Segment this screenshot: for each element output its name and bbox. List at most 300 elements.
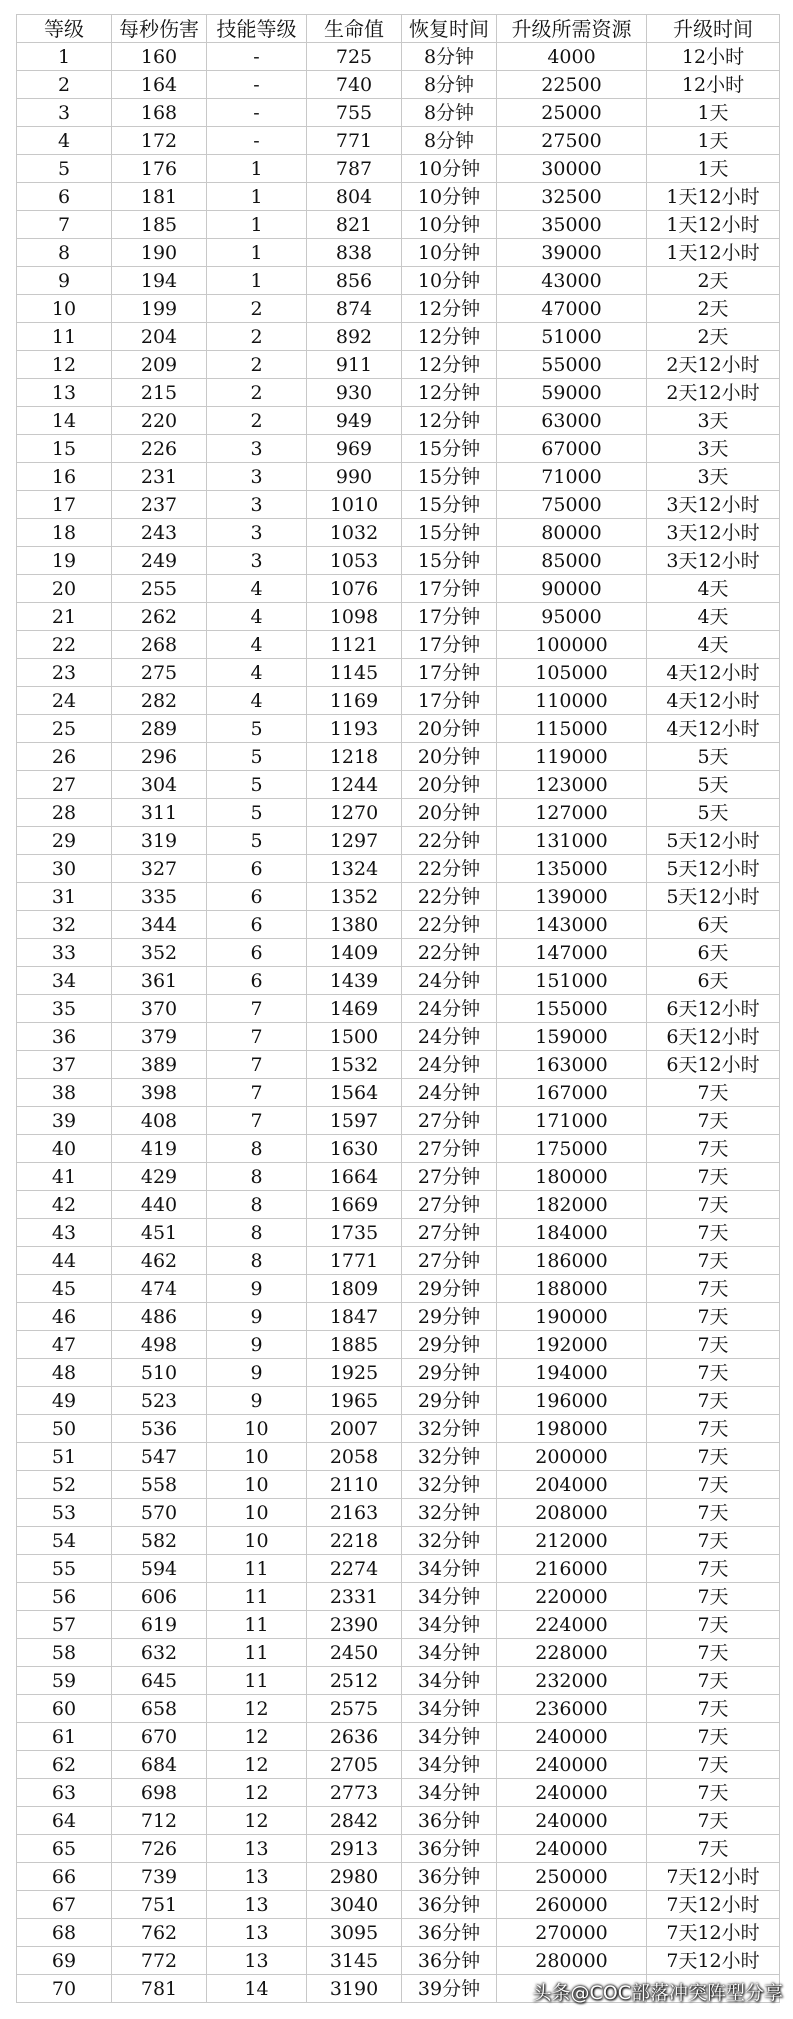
cell-upgrade-cost: 147000 [497, 939, 647, 967]
cell-recovery-time: 27分钟 [402, 1191, 497, 1219]
cell-upgrade-time: 5天 [647, 743, 780, 771]
cell-level: 47 [17, 1331, 112, 1359]
cell-upgrade-cost: 135000 [497, 855, 647, 883]
cell-dps: 712 [112, 1807, 207, 1835]
cell-level: 5 [17, 155, 112, 183]
cell-skill-level: 12 [207, 1695, 307, 1723]
cell-dps: 168 [112, 99, 207, 127]
cell-upgrade-time: 7天 [647, 1723, 780, 1751]
cell-hitpoints: 3040 [307, 1891, 402, 1919]
cell-upgrade-cost: 39000 [497, 239, 647, 267]
cell-hitpoints: 1809 [307, 1275, 402, 1303]
table-row [17, 1415, 780, 1443]
cell-recovery-time: 22分钟 [402, 939, 497, 967]
cell-upgrade-cost: 22500 [497, 71, 647, 99]
cell-skill-level: 10 [207, 1499, 307, 1527]
cell-skill-level: 1 [207, 155, 307, 183]
cell-skill-level: 11 [207, 1639, 307, 1667]
cell-dps: 726 [112, 1835, 207, 1863]
cell-upgrade-time: 7天 [647, 1695, 780, 1723]
cell-dps: 594 [112, 1555, 207, 1583]
cell-upgrade-time: 2天 [647, 323, 780, 351]
table-row [17, 463, 780, 491]
cell-upgrade-time: 12小时 [647, 71, 780, 99]
table-row [17, 855, 780, 883]
cell-level: 70 [17, 1975, 112, 2003]
cell-recovery-time: 12分钟 [402, 323, 497, 351]
cell-upgrade-cost: 232000 [497, 1667, 647, 1695]
cell-recovery-time: 22分钟 [402, 911, 497, 939]
cell-dps: 231 [112, 463, 207, 491]
cell-recovery-time: 36分钟 [402, 1919, 497, 1947]
cell-level: 7 [17, 211, 112, 239]
cell-hitpoints: 787 [307, 155, 402, 183]
cell-upgrade-time: 5天12小时 [647, 827, 780, 855]
cell-recovery-time: 29分钟 [402, 1331, 497, 1359]
cell-level: 34 [17, 967, 112, 995]
cell-upgrade-time: 6天12小时 [647, 1051, 780, 1079]
cell-upgrade-cost: 110000 [497, 687, 647, 715]
cell-level: 41 [17, 1163, 112, 1191]
table-row [17, 239, 780, 267]
cell-recovery-time: 17分钟 [402, 687, 497, 715]
table-row [17, 379, 780, 407]
cell-hitpoints: 1771 [307, 1247, 402, 1275]
cell-recovery-time: 8分钟 [402, 127, 497, 155]
cell-recovery-time: 12分钟 [402, 351, 497, 379]
cell-hitpoints: 1500 [307, 1023, 402, 1051]
cell-skill-level: 4 [207, 687, 307, 715]
cell-upgrade-cost: 127000 [497, 799, 647, 827]
cell-upgrade-time: 7天12小时 [647, 1919, 780, 1947]
cell-hitpoints: 2842 [307, 1807, 402, 1835]
cell-upgrade-cost: 105000 [497, 659, 647, 687]
cell-level: 66 [17, 1863, 112, 1891]
cell-hitpoints: 725 [307, 43, 402, 71]
cell-skill-level: 10 [207, 1443, 307, 1471]
cell-recovery-time: 20分钟 [402, 715, 497, 743]
table-row [17, 1359, 780, 1387]
cell-level: 65 [17, 1835, 112, 1863]
cell-skill-level: 6 [207, 939, 307, 967]
cell-skill-level: 12 [207, 1807, 307, 1835]
table-row [17, 1611, 780, 1639]
cell-recovery-time: 34分钟 [402, 1751, 497, 1779]
cell-level: 22 [17, 631, 112, 659]
cell-level: 1 [17, 43, 112, 71]
cell-hitpoints: 1965 [307, 1387, 402, 1415]
cell-recovery-time: 32分钟 [402, 1415, 497, 1443]
cell-upgrade-time: 7天 [647, 1135, 780, 1163]
cell-skill-level: 1 [207, 267, 307, 295]
cell-upgrade-time: 7天 [647, 1247, 780, 1275]
cell-upgrade-time: 1天12小时 [647, 239, 780, 267]
cell-recovery-time: 24分钟 [402, 995, 497, 1023]
table-row [17, 519, 780, 547]
cell-recovery-time: 12分钟 [402, 295, 497, 323]
cell-level: 55 [17, 1555, 112, 1583]
cell-hitpoints: 2636 [307, 1723, 402, 1751]
cell-upgrade-time: 7天 [647, 1107, 780, 1135]
cell-upgrade-time: 7天 [647, 1387, 780, 1415]
cell-dps: 781 [112, 1975, 207, 2003]
cell-upgrade-time: 7天 [647, 1275, 780, 1303]
cell-level: 67 [17, 1891, 112, 1919]
table-row [17, 743, 780, 771]
cell-hitpoints: 2512 [307, 1667, 402, 1695]
cell-recovery-time: 39分钟 [402, 1975, 497, 2003]
cell-upgrade-cost: 151000 [497, 967, 647, 995]
cell-skill-level: 3 [207, 547, 307, 575]
cell-skill-level: 9 [207, 1387, 307, 1415]
cell-skill-level: 8 [207, 1247, 307, 1275]
cell-recovery-time: 32分钟 [402, 1443, 497, 1471]
cell-upgrade-time: 5天 [647, 771, 780, 799]
cell-skill-level: 11 [207, 1555, 307, 1583]
cell-skill-level: 8 [207, 1191, 307, 1219]
table-row [17, 771, 780, 799]
cell-skill-level: 5 [207, 743, 307, 771]
cell-hitpoints: 740 [307, 71, 402, 99]
cell-hitpoints: 3145 [307, 1947, 402, 1975]
table-row [17, 1387, 780, 1415]
table-row [17, 1723, 780, 1751]
cell-upgrade-cost: 143000 [497, 911, 647, 939]
table-row [17, 1023, 780, 1051]
cell-skill-level: 8 [207, 1135, 307, 1163]
cell-level: 4 [17, 127, 112, 155]
cell-dps: 582 [112, 1527, 207, 1555]
cell-level: 36 [17, 1023, 112, 1051]
cell-upgrade-time: 1天 [647, 99, 780, 127]
cell-recovery-time: 17分钟 [402, 631, 497, 659]
cell-hitpoints: 2390 [307, 1611, 402, 1639]
cell-recovery-time: 10分钟 [402, 183, 497, 211]
cell-upgrade-time: 4天12小时 [647, 715, 780, 743]
cell-skill-level: 9 [207, 1303, 307, 1331]
table-row [17, 323, 780, 351]
cell-upgrade-cost: 190000 [497, 1303, 647, 1331]
cell-recovery-time: 29分钟 [402, 1359, 497, 1387]
table-row [17, 799, 780, 827]
cell-dps: 398 [112, 1079, 207, 1107]
table-row [17, 183, 780, 211]
cell-upgrade-time: 7天 [647, 1191, 780, 1219]
table-row [17, 1135, 780, 1163]
cell-level: 48 [17, 1359, 112, 1387]
cell-upgrade-time: 6天12小时 [647, 1023, 780, 1051]
cell-hitpoints: 771 [307, 127, 402, 155]
cell-hitpoints: 1439 [307, 967, 402, 995]
cell-dps: 209 [112, 351, 207, 379]
cell-level: 8 [17, 239, 112, 267]
cell-skill-level: 6 [207, 855, 307, 883]
cell-level: 54 [17, 1527, 112, 1555]
cell-upgrade-cost: 27500 [497, 127, 647, 155]
cell-level: 58 [17, 1639, 112, 1667]
cell-hitpoints: 2058 [307, 1443, 402, 1471]
table-row [17, 1275, 780, 1303]
cell-skill-level: 3 [207, 435, 307, 463]
cell-recovery-time: 20分钟 [402, 743, 497, 771]
cell-recovery-time: 8分钟 [402, 71, 497, 99]
cell-upgrade-cost: 216000 [497, 1555, 647, 1583]
cell-hitpoints: 1885 [307, 1331, 402, 1359]
table-row [17, 43, 780, 71]
cell-skill-level: 1 [207, 211, 307, 239]
cell-upgrade-time: 7天12小时 [647, 1947, 780, 1975]
cell-hitpoints: 1630 [307, 1135, 402, 1163]
cell-skill-level: 7 [207, 995, 307, 1023]
table-row [17, 1583, 780, 1611]
cell-dps: 670 [112, 1723, 207, 1751]
header-upgrade-time: 升级时间 [647, 15, 780, 43]
cell-dps: 275 [112, 659, 207, 687]
table-row [17, 1107, 780, 1135]
cell-skill-level: 8 [207, 1163, 307, 1191]
cell-dps: 498 [112, 1331, 207, 1359]
cell-skill-level: 11 [207, 1583, 307, 1611]
cell-level: 68 [17, 1919, 112, 1947]
cell-level: 6 [17, 183, 112, 211]
table-row [17, 1247, 780, 1275]
cell-dps: 319 [112, 827, 207, 855]
table-row [17, 1779, 780, 1807]
cell-hitpoints: 1664 [307, 1163, 402, 1191]
cell-upgrade-cost: 32500 [497, 183, 647, 211]
cell-upgrade-time: 6天 [647, 939, 780, 967]
cell-hitpoints: 1925 [307, 1359, 402, 1387]
cell-hitpoints: 1076 [307, 575, 402, 603]
cell-upgrade-cost: 4000 [497, 43, 647, 71]
cell-skill-level: 4 [207, 631, 307, 659]
cell-recovery-time: 17分钟 [402, 575, 497, 603]
upgrade-stats-sheet [16, 14, 779, 2003]
cell-hitpoints: 2110 [307, 1471, 402, 1499]
cell-hitpoints: 755 [307, 99, 402, 127]
table-row [17, 687, 780, 715]
cell-recovery-time: 34分钟 [402, 1611, 497, 1639]
cell-upgrade-time: 3天 [647, 407, 780, 435]
cell-skill-level: 4 [207, 659, 307, 687]
cell-recovery-time: 15分钟 [402, 435, 497, 463]
table-row [17, 1471, 780, 1499]
cell-skill-level: - [207, 71, 307, 99]
cell-level: 31 [17, 883, 112, 911]
cell-skill-level: 10 [207, 1527, 307, 1555]
cell-recovery-time: 36分钟 [402, 1891, 497, 1919]
cell-recovery-time: 36分钟 [402, 1863, 497, 1891]
cell-upgrade-time: 2天12小时 [647, 351, 780, 379]
cell-level: 45 [17, 1275, 112, 1303]
table-body [17, 43, 780, 2003]
cell-level: 29 [17, 827, 112, 855]
cell-hitpoints: 856 [307, 267, 402, 295]
cell-upgrade-time: 7天 [647, 1471, 780, 1499]
cell-upgrade-cost: 171000 [497, 1107, 647, 1135]
cell-upgrade-time: 7天 [647, 1527, 780, 1555]
cell-upgrade-cost: 250000 [497, 1863, 647, 1891]
cell-upgrade-cost: 236000 [497, 1695, 647, 1723]
cell-upgrade-time: 1天12小时 [647, 183, 780, 211]
cell-level: 52 [17, 1471, 112, 1499]
cell-level: 40 [17, 1135, 112, 1163]
cell-dps: 176 [112, 155, 207, 183]
cell-hitpoints: 1564 [307, 1079, 402, 1107]
cell-upgrade-cost: 90000 [497, 575, 647, 603]
cell-skill-level: 3 [207, 463, 307, 491]
table-row [17, 491, 780, 519]
table-row [17, 295, 780, 323]
cell-upgrade-time: 7天 [647, 1303, 780, 1331]
cell-upgrade-time: 7天 [647, 1079, 780, 1107]
cell-level: 51 [17, 1443, 112, 1471]
cell-skill-level: - [207, 127, 307, 155]
cell-upgrade-cost: 280000 [497, 1947, 647, 1975]
cell-skill-level: 5 [207, 799, 307, 827]
cell-recovery-time: 29分钟 [402, 1275, 497, 1303]
table-row [17, 1807, 780, 1835]
cell-dps: 486 [112, 1303, 207, 1331]
cell-upgrade-cost: 43000 [497, 267, 647, 295]
cell-skill-level: 13 [207, 1891, 307, 1919]
cell-skill-level: 6 [207, 911, 307, 939]
cell-recovery-time: 29分钟 [402, 1303, 497, 1331]
cell-dps: 199 [112, 295, 207, 323]
cell-recovery-time: 15分钟 [402, 463, 497, 491]
table-row [17, 1079, 780, 1107]
cell-dps: 772 [112, 1947, 207, 1975]
cell-hitpoints: 1297 [307, 827, 402, 855]
cell-level: 28 [17, 799, 112, 827]
cell-upgrade-cost: 80000 [497, 519, 647, 547]
cell-level: 24 [17, 687, 112, 715]
table-row [17, 1695, 780, 1723]
cell-hitpoints: 949 [307, 407, 402, 435]
cell-level: 63 [17, 1779, 112, 1807]
cell-dps: 185 [112, 211, 207, 239]
header-row [17, 15, 780, 43]
cell-recovery-time: 15分钟 [402, 547, 497, 575]
cell-skill-level: 5 [207, 715, 307, 743]
cell-skill-level: 12 [207, 1751, 307, 1779]
table-row [17, 1527, 780, 1555]
cell-upgrade-cost: 212000 [497, 1527, 647, 1555]
cell-upgrade-time: 3天 [647, 463, 780, 491]
cell-skill-level: 13 [207, 1947, 307, 1975]
table-row [17, 1667, 780, 1695]
cell-hitpoints: 1847 [307, 1303, 402, 1331]
cell-hitpoints: 838 [307, 239, 402, 267]
cell-dps: 243 [112, 519, 207, 547]
cell-upgrade-time: 2天12小时 [647, 379, 780, 407]
cell-level: 12 [17, 351, 112, 379]
cell-upgrade-time: 12小时 [647, 43, 780, 71]
cell-skill-level: 7 [207, 1107, 307, 1135]
cell-upgrade-cost: 163000 [497, 1051, 647, 1079]
cell-level: 3 [17, 99, 112, 127]
cell-upgrade-cost: 182000 [497, 1191, 647, 1219]
cell-upgrade-time: 7天 [647, 1415, 780, 1443]
cell-upgrade-cost: 175000 [497, 1135, 647, 1163]
cell-hitpoints: 930 [307, 379, 402, 407]
cell-dps: 762 [112, 1919, 207, 1947]
cell-hitpoints: 1735 [307, 1219, 402, 1247]
cell-upgrade-cost: 240000 [497, 1751, 647, 1779]
table-row [17, 1891, 780, 1919]
cell-upgrade-time: 1天12小时 [647, 211, 780, 239]
cell-upgrade-cost: 240000 [497, 1723, 647, 1751]
table-row [17, 1163, 780, 1191]
cell-upgrade-cost: 198000 [497, 1415, 647, 1443]
cell-hitpoints: 1324 [307, 855, 402, 883]
cell-upgrade-cost: 204000 [497, 1471, 647, 1499]
cell-hitpoints: 1010 [307, 491, 402, 519]
cell-dps: 440 [112, 1191, 207, 1219]
cell-upgrade-time: 2天 [647, 295, 780, 323]
cell-skill-level: - [207, 99, 307, 127]
cell-upgrade-cost: 220000 [497, 1583, 647, 1611]
cell-skill-level: 4 [207, 575, 307, 603]
cell-hitpoints: 969 [307, 435, 402, 463]
cell-level: 37 [17, 1051, 112, 1079]
cell-upgrade-time: 6天 [647, 967, 780, 995]
cell-level: 69 [17, 1947, 112, 1975]
cell-hitpoints: 1409 [307, 939, 402, 967]
cell-upgrade-cost: 240000 [497, 1807, 647, 1835]
cell-recovery-time: 32分钟 [402, 1499, 497, 1527]
cell-dps: 268 [112, 631, 207, 659]
cell-hitpoints: 2773 [307, 1779, 402, 1807]
cell-recovery-time: 10分钟 [402, 239, 497, 267]
cell-skill-level: 1 [207, 239, 307, 267]
cell-recovery-time: 22分钟 [402, 827, 497, 855]
cell-upgrade-cost: 260000 [497, 1891, 647, 1919]
cell-dps: 451 [112, 1219, 207, 1247]
cell-upgrade-time: 7天 [647, 1667, 780, 1695]
cell-skill-level: 14 [207, 1975, 307, 2003]
cell-dps: 344 [112, 911, 207, 939]
table-row [17, 631, 780, 659]
cell-level: 59 [17, 1667, 112, 1695]
cell-recovery-time: 34分钟 [402, 1583, 497, 1611]
cell-level: 53 [17, 1499, 112, 1527]
cell-recovery-time: 32分钟 [402, 1471, 497, 1499]
cell-dps: 327 [112, 855, 207, 883]
cell-skill-level: 1 [207, 183, 307, 211]
cell-recovery-time: 17分钟 [402, 659, 497, 687]
table-row [17, 1863, 780, 1891]
cell-level: 60 [17, 1695, 112, 1723]
cell-skill-level: 13 [207, 1919, 307, 1947]
cell-hitpoints: 1032 [307, 519, 402, 547]
cell-hitpoints: 1169 [307, 687, 402, 715]
cell-upgrade-cost: 95000 [497, 603, 647, 631]
cell-hitpoints: 1352 [307, 883, 402, 911]
header-level: 等级 [17, 15, 112, 43]
cell-level: 38 [17, 1079, 112, 1107]
cell-dps: 282 [112, 687, 207, 715]
cell-skill-level: 7 [207, 1023, 307, 1051]
cell-dps: 311 [112, 799, 207, 827]
table-row [17, 827, 780, 855]
table-row [17, 1443, 780, 1471]
cell-level: 46 [17, 1303, 112, 1331]
cell-skill-level: 7 [207, 1051, 307, 1079]
cell-skill-level: 9 [207, 1275, 307, 1303]
header-hitpoints: 生命值 [307, 15, 402, 43]
cell-hitpoints: 2575 [307, 1695, 402, 1723]
